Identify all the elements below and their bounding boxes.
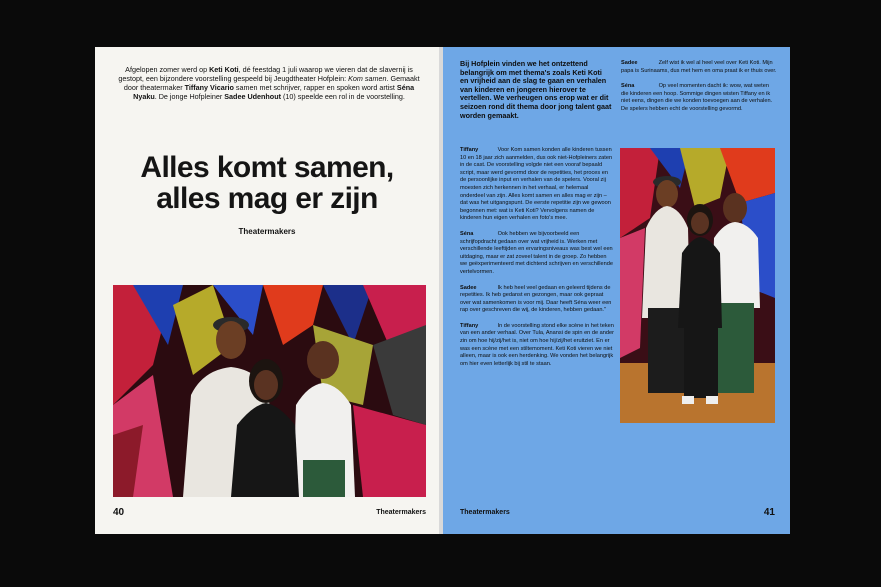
speaker-name: Tiffany (460, 147, 479, 153)
interview-paragraph: Séna Ook hebben we bijvoorbeeld een schrijfopdracht gedaan over wat vrijheid is. Werken met verschillende leeftijden en ervaringsniveaus was best wel een uitdaging, maar er zat zoveel talent in de groep. Zo hebben we geëxperimenteerd met dichtend schrijven en verschillende vertelvormen. (460, 230, 613, 275)
page-number: 40 (113, 507, 125, 518)
group-photo (113, 285, 426, 497)
speaker-name: Sadee (621, 60, 638, 66)
article-kicker: Theatermakers (238, 227, 296, 236)
lead-paragraph: Bij Hofplein vinden we het ontzettend belangrijk om met thema's zoals Keti Koti en vrijheid aan de slag te gaan en verhalen van kinderen en jongeren hierover te vertellen. We verheugen ons erop wat er dit seizoen rond dit thema door jong talent gaat worden gemaakt. (460, 59, 612, 120)
interview-paragraph: Tiffany In de voorstelling stond elke scène in het teken van een ander verhaal. Over Tula, Anansi de spin en de ander zin om hoe hij/zij/het is, niet om hoe hij/zij/het eruitziet. En er was een scène met een stiltemoment. Keti Koti vieren we niet alleen, maar is ook een herdenking. We vonden het belangrijk om hier even letterlijk bij stil te staan. (460, 322, 614, 367)
page-number: 41 (763, 507, 775, 518)
intro-paragraph: Afgelopen zomer werd op Keti Koti, dé feestdag 1 juli waarop we vieren dat de slavernij is gestopt, een bijzondere voorstelling gespeeld bij Jeugdtheater Hofplein: Kom samen. Gemaakt door theatermaker Tiffany Vicario samen met schrijver, rapper en spoken word artist Séna Nyaku. De jonge Hofpleiner Sadee Udenhout (10) speelde een rol in de voorstelling. (118, 65, 420, 102)
left-footer (113, 507, 426, 519)
article-title: Alles komt samen, alles mag er zijn (140, 151, 394, 215)
footer-section-label: Theatermakers (376, 509, 426, 516)
speaker-name: Tiffany (460, 322, 479, 329)
speaker-name: Séna (621, 83, 635, 90)
speaker-name: Sadee (460, 284, 477, 291)
right-page (443, 47, 790, 534)
footer-section-label: Theatermakers (460, 509, 510, 516)
speaker-name: Séna (460, 230, 474, 237)
text-column-right (621, 60, 777, 122)
text-column-left (460, 147, 614, 376)
interview-paragraph: Sadee Zelf wist ik wel al heel veel over Keti Koti. Mijn papa is Surinaams, dus met hem en oma praat ik er thuis over. (621, 60, 777, 74)
interview-paragraph: Sadee Ik heb heel veel gedaan en geleerd tijdens de repetities. Ik heb gedanst en gezongen, maar ook gepraat over wat samenkomen is voor mij. Daar heeft Séna weer een rap over geschreven die wij, de kinderen, hebben gedaan." (460, 284, 612, 314)
interview-paragraph: Tiffany Voor Kom samen konden alle kinderen tussen 10 en 18 jaar zich aanmelden, dus ook niet-Hofpleiners zaten in de cast. De voorstelling volgde niet een vooraf bepaald script, maar werd gevormd door de repetities, het proces en de persoonlijke input en verhalen van de spelers. Vooral zij moesten zich herkennen in het verhaal, er helemaal onderdeel van zijn. Alles komt samen en alles mag er zijn – dat was het uitgangspunt. De eerste repetitie zijn we gewoon begonnen met: wat is Keti Koti? Vervolgens namen de kinderen hun eigen verhalen en foto's mee. (460, 147, 613, 222)
portrait-photo (620, 148, 775, 423)
interview-paragraph: Séna Op veel momenten dacht ik: wow, wat weten die kinderen een hoop. Sommige dingen wisten Tiffany en ik niet eens, dingen die we konden toevoegen aan de verhalen. De spelers hebben echt de voorstelling gevormd. (621, 83, 773, 112)
left-page (95, 47, 439, 534)
right-footer (460, 507, 775, 519)
